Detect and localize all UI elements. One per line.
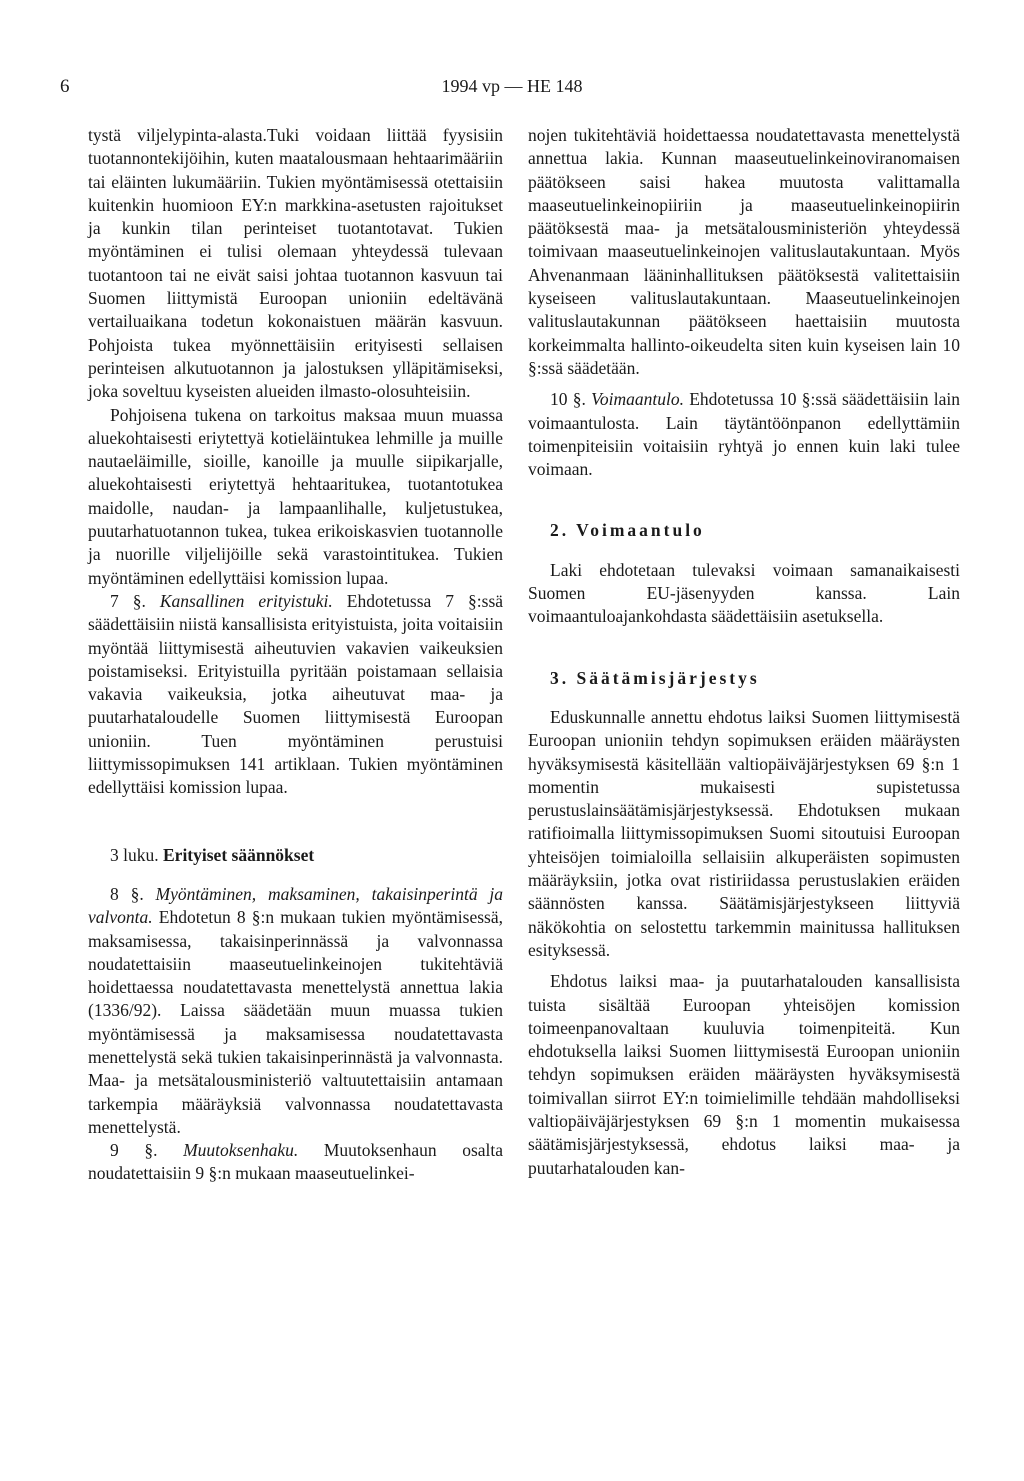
section-8-text: Ehdotetun 8 §:n mukaan tukien myöntämisessä, maksamisessa, takaisinperinnässä ja valvonnassa noudatettaisiin maaseutuelinkeinojen tukitehtäviä hoidettaessa noudatettavasta menettelystä annettua lakia (1336/92). Laissa säädetään muun muassa tukien myöntämisessä ja maksamisessa noudatettavasta menettelystä sekä tukien takaisinperinnästä ja valvonnasta. Maa- ja metsätalousministeriö valtuutettaisiin antamaan tarkempia määräyksiä valvonnassa noudatettavasta menettelystä. bbox=[88, 907, 504, 1137]
left-paragraph-1: tystä viljelypinta-alasta.Tuki voidaan liittää fyysisiin tuotannontekijöihin, kuten maatalousmaan hehtaarimääriin tai eläinten lukumääriin. Tukien myöntämisessä otettaisiin kuitenkin huomioon EY:n markkina-asetusten rajoitukset ja kunkin tilan perinteiset tuotantotavat. Tukien myöntäminen ei tulisi olemaan yhteydessä tulevaan tuotantoon tai ne eivät saisi johtaa tuotannon kasvuun tai Suomen liittymistä Euroopan unioniin edeltävänä vertailuaikana todetun kokonaistuen määrän kasvuun. Pohjoista tukea myönnettäisiin erityisesti sellaisen perinteisen alkutuotannon ja jalostuksen ylläpitämiseksi, joka soveltuu kyseisten alueiden ilmasto-olosuhteisiin. bbox=[88, 125, 503, 402]
section-10-text: Ehdotetussa 10 §:ssä säädettäisiin lain voimaantulosta. Lain täytäntöönpanon edellyttämiin toimenpiteisiin voitaisiin ryhtyä jo ennen kuin laki tulee voimaan. bbox=[528, 389, 961, 480]
running-head: 1994 vp — HE 148 bbox=[441, 76, 583, 96]
heading-voimaantulo: 2. Voimaantulo bbox=[550, 520, 705, 541]
chapter-title: Erityiset säännökset bbox=[163, 844, 315, 865]
section-7-number: 7 §. bbox=[110, 590, 146, 611]
section-7-text: Ehdotetussa 7 §:ssä säädettäisiin niistä kansallisista erityistuista, joita voitaisiin myöntää liittymisestä aiheutuvien vakavien vaikeuksien poistamiseksi. Erityistuilla pyritään poistamaan sellaisia vakavia vaikeuksia, jotka aiheutuvat maa- ja puutarhataloudelle Suomen liittymisestä Euroopan unioniin. Tuen myöntäminen perustuisi liittymissopimuksen 141 artiklaan. Tukien myöntäminen edellyttäisi komission lupaa. bbox=[88, 590, 504, 798]
section-9-title: Muutoksenhaku. bbox=[183, 1140, 299, 1161]
section-7 bbox=[88, 590, 503, 800]
left-paragraph-2: Pohjoisena tukena on tarkoitus maksaa muun muassa aluekohtaisesti eriytettyä kotieläintukea lehmille ja muille nautaeläimille, sioille, kanoille ja muulle siipikarjalle, aluekohtaisesti eriytettyä hehtaaritukea, tuotantotukea maidolle, naudan- ja lampaanlihalle, kuljetustukea, puutarhatuotannon tukea, tukea erikoiskasvien tuotannolle ja nuorille viljelijöille sekä varastointitukea. Tukien myöntäminen edellyttäisi komission lupaa. bbox=[88, 404, 503, 588]
section-8-title: Myöntäminen, maksaminen, takaisinperintä ja valvonta. bbox=[88, 883, 504, 928]
right-column bbox=[528, 124, 960, 1180]
right-paragraph-1: nojen tukitehtäviä hoidettaessa noudatettavasta menettelystä annettua lakia. Kunnan maaseutuelinkeinoviranomaisen päätökseen saisi hakea muutosta valittamalla maaseutuelinkeinopiiriin ja maaseutuelinkeinopiirin päätöksestä maa- ja metsätalousministeriön yhteydessä toimivaan maaseutuelinkeinojen valituslautakuntaan. Myös Ahvenanmaan lääninhallituksen päätöksestä valitettaisiin kyseiseen valituslautakuntaan. Maaseutuelinkeinojen valituslautakunnan päätökseen haettaisiin muutosta korkeimmalta hallinto-oikeudelta siten kuin kyseisen lain 10 §:ssä säädetään. bbox=[528, 125, 960, 378]
section-10-title: Voimaantulo. bbox=[591, 389, 684, 410]
chapter-heading bbox=[88, 844, 503, 867]
right-paragraph-saatamis-1: Eduskunnalle annettu ehdotus laiksi Suomen liittymisestä Euroopan unioniin tehdyn sopimuksen eräiden määräysten hyväksymisestä käsitellään valtiopäiväjärjestyksen 69 §:n 1 momentin mukaisesti supistetussa perustuslainsäätämisjärjestyksessä. Ehdotuksen mukaan ratifioimalla liittymissopimuksen Suomi sitoutuisi Euroopan yhteisöjen toimialoilla sellaisiin alkuperäisten sopimusten määräyksiin, jotka ovat ristiriidassa perustuslakien eräiden säännösten kanssa. Säätämisjärjestykseen liittyviä näkökohtia on selostettu tarkemmin mainitussa hallituksen esityksessä. bbox=[528, 706, 960, 960]
left-column bbox=[88, 124, 503, 1186]
chapter-number: 3 luku. bbox=[110, 844, 159, 865]
heading-saatamisjarjestys: 3. Säätämisjärjestys bbox=[550, 667, 760, 688]
page-number: 6 bbox=[60, 76, 70, 97]
right-paragraph-saatamis-2: Ehdotus laiksi maa- ja puutarhatalouden kansallisista tuista sisältää Euroopan yhteisöjen komission toimeenpanovaltaan kuuluvia toimenpiteitä. Kun ehdotuksella laiksi Suomen liittymisestä Euroopan unioniin tehdyn sopimuksen eräiden määräysten hyväksymisestä toimivallan siirrot EY:n toimielimille tehdään mahdolliseksi valtiopäiväjärjestyksen 69 §:n 1 momentin mukaisessa säätämisjärjestyksessä, ehdotus laiksi maa- ja puutarhatalouden kan- bbox=[528, 971, 960, 1178]
section-10 bbox=[528, 388, 960, 481]
section-8 bbox=[88, 883, 503, 1139]
section-9-number: 9 §. bbox=[110, 1140, 158, 1161]
section-9 bbox=[88, 1139, 503, 1186]
section-9-text: Muutoksenhaun osalta noudatettaisiin 9 §:n mukaan maaseutuelinkei- bbox=[88, 1140, 504, 1184]
right-paragraph-voimaantulo: Laki ehdotetaan tulevaksi voimaan samanaikaisesti Suomen EU-jäsenyyden kanssa. Lain voimaantuloajankohdasta säädettäisiin asetuksella. bbox=[528, 559, 960, 627]
section-8-number: 8 §. bbox=[110, 883, 144, 904]
section-10-number: 10 §. bbox=[550, 389, 586, 410]
section-7-title: Kansallinen erityistuki. bbox=[159, 590, 333, 611]
